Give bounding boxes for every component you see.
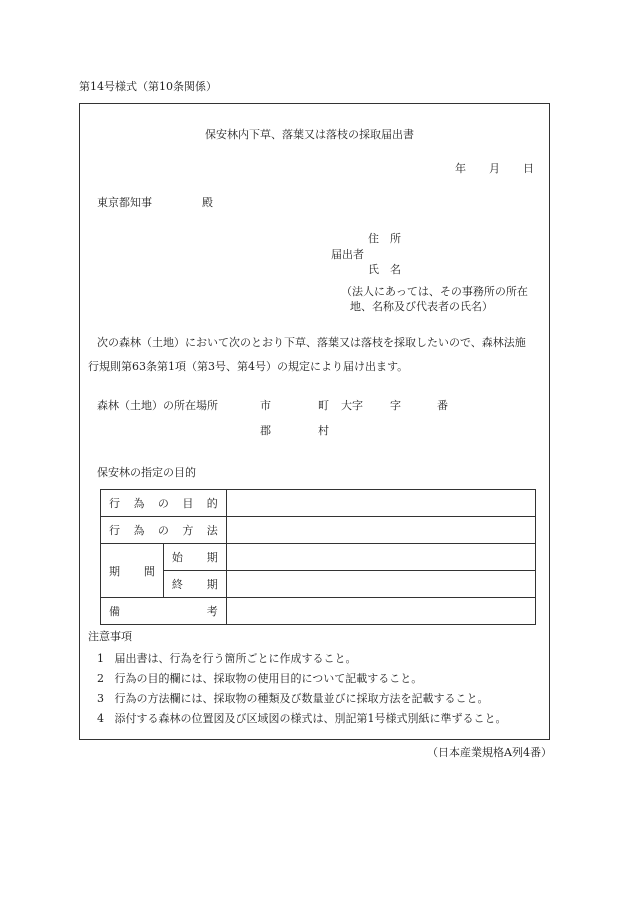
note-number: 3 [97, 692, 104, 705]
location-gun: 郡 [260, 424, 271, 437]
form-title: 保安林内下草、落葉又は落枝の採取届出書 [205, 128, 414, 141]
location-oaza: 大字 [341, 399, 363, 412]
note-number: 2 [97, 672, 104, 685]
start-row [101, 544, 536, 571]
note-item [97, 692, 489, 706]
end-field[interactable] [226, 571, 535, 598]
note-text: 行為の方法欄には、採取物の種類及び数量並びに採取方法を記載すること。 [114, 692, 489, 705]
note-item [97, 652, 357, 666]
applicant-address-label: 住 所 [368, 232, 401, 245]
end-row [101, 571, 536, 598]
body-text-line2: 行規則第63条第1項（第3号、第4号）の規定により届け出ます。 [88, 360, 409, 373]
applicant-name-label: 氏 名 [368, 263, 401, 276]
period-label: 期間 [101, 544, 164, 598]
location-shi: 市 [260, 399, 271, 412]
purpose-heading: 保安林の指定の目的 [97, 466, 196, 479]
addressee-name: 東京都知事 [97, 196, 152, 209]
method-label: 行為の方法 [101, 517, 227, 544]
note-number: 4 [97, 712, 104, 725]
start-field[interactable] [226, 544, 535, 571]
notes-heading: 注意事項 [88, 630, 132, 643]
start-label: 始期 [163, 544, 226, 571]
location-aza: 字 [390, 399, 401, 412]
note-text: 行為の目的欄には、採取物の使用目的について記載すること。 [114, 672, 423, 685]
addressee-honorific: 殿 [202, 196, 213, 209]
location-ban: 番 [437, 399, 448, 412]
applicant-note-line1: （法人にあっては、その事務所の所在 [341, 285, 528, 298]
note-text: 届出書は、行為を行う箇所ごとに作成すること。 [114, 652, 357, 665]
applicant-group-label: 届出者 [331, 248, 364, 261]
method-field[interactable] [226, 517, 535, 544]
body-text-line1: 次の森林（土地）において次のとおり下草、落葉又は落枝を採取したいので、森林法施 [97, 336, 526, 349]
note-item [97, 712, 507, 726]
purpose-field[interactable] [226, 490, 535, 517]
remarks-label: 備考 [101, 598, 227, 625]
end-label: 終期 [163, 571, 226, 598]
method-row [101, 517, 536, 544]
purpose-label: 行為の目的 [101, 490, 227, 517]
purpose-row [101, 490, 536, 517]
form-number: 第14号様式（第10条関係） [79, 80, 217, 93]
date-day: 日 [523, 162, 534, 175]
remarks-field[interactable] [226, 598, 535, 625]
location-label: 森林（土地）の所在場所 [97, 399, 218, 412]
date-month: 月 [489, 162, 500, 175]
details-table [100, 489, 536, 625]
date-year: 年 [455, 162, 466, 175]
paper-size-note: （日本産業規格A列4番） [427, 746, 552, 759]
remarks-row [101, 598, 536, 625]
note-number: 1 [97, 652, 104, 665]
location-machi: 町 [318, 399, 329, 412]
note-text: 添付する森林の位置図及び区域図の様式は、別記第1号様式別紙に準ずること。 [114, 712, 507, 725]
location-mura: 村 [318, 424, 329, 437]
note-item [97, 672, 422, 686]
applicant-note-line2: 地、名称及び代表者の氏名） [350, 300, 493, 313]
